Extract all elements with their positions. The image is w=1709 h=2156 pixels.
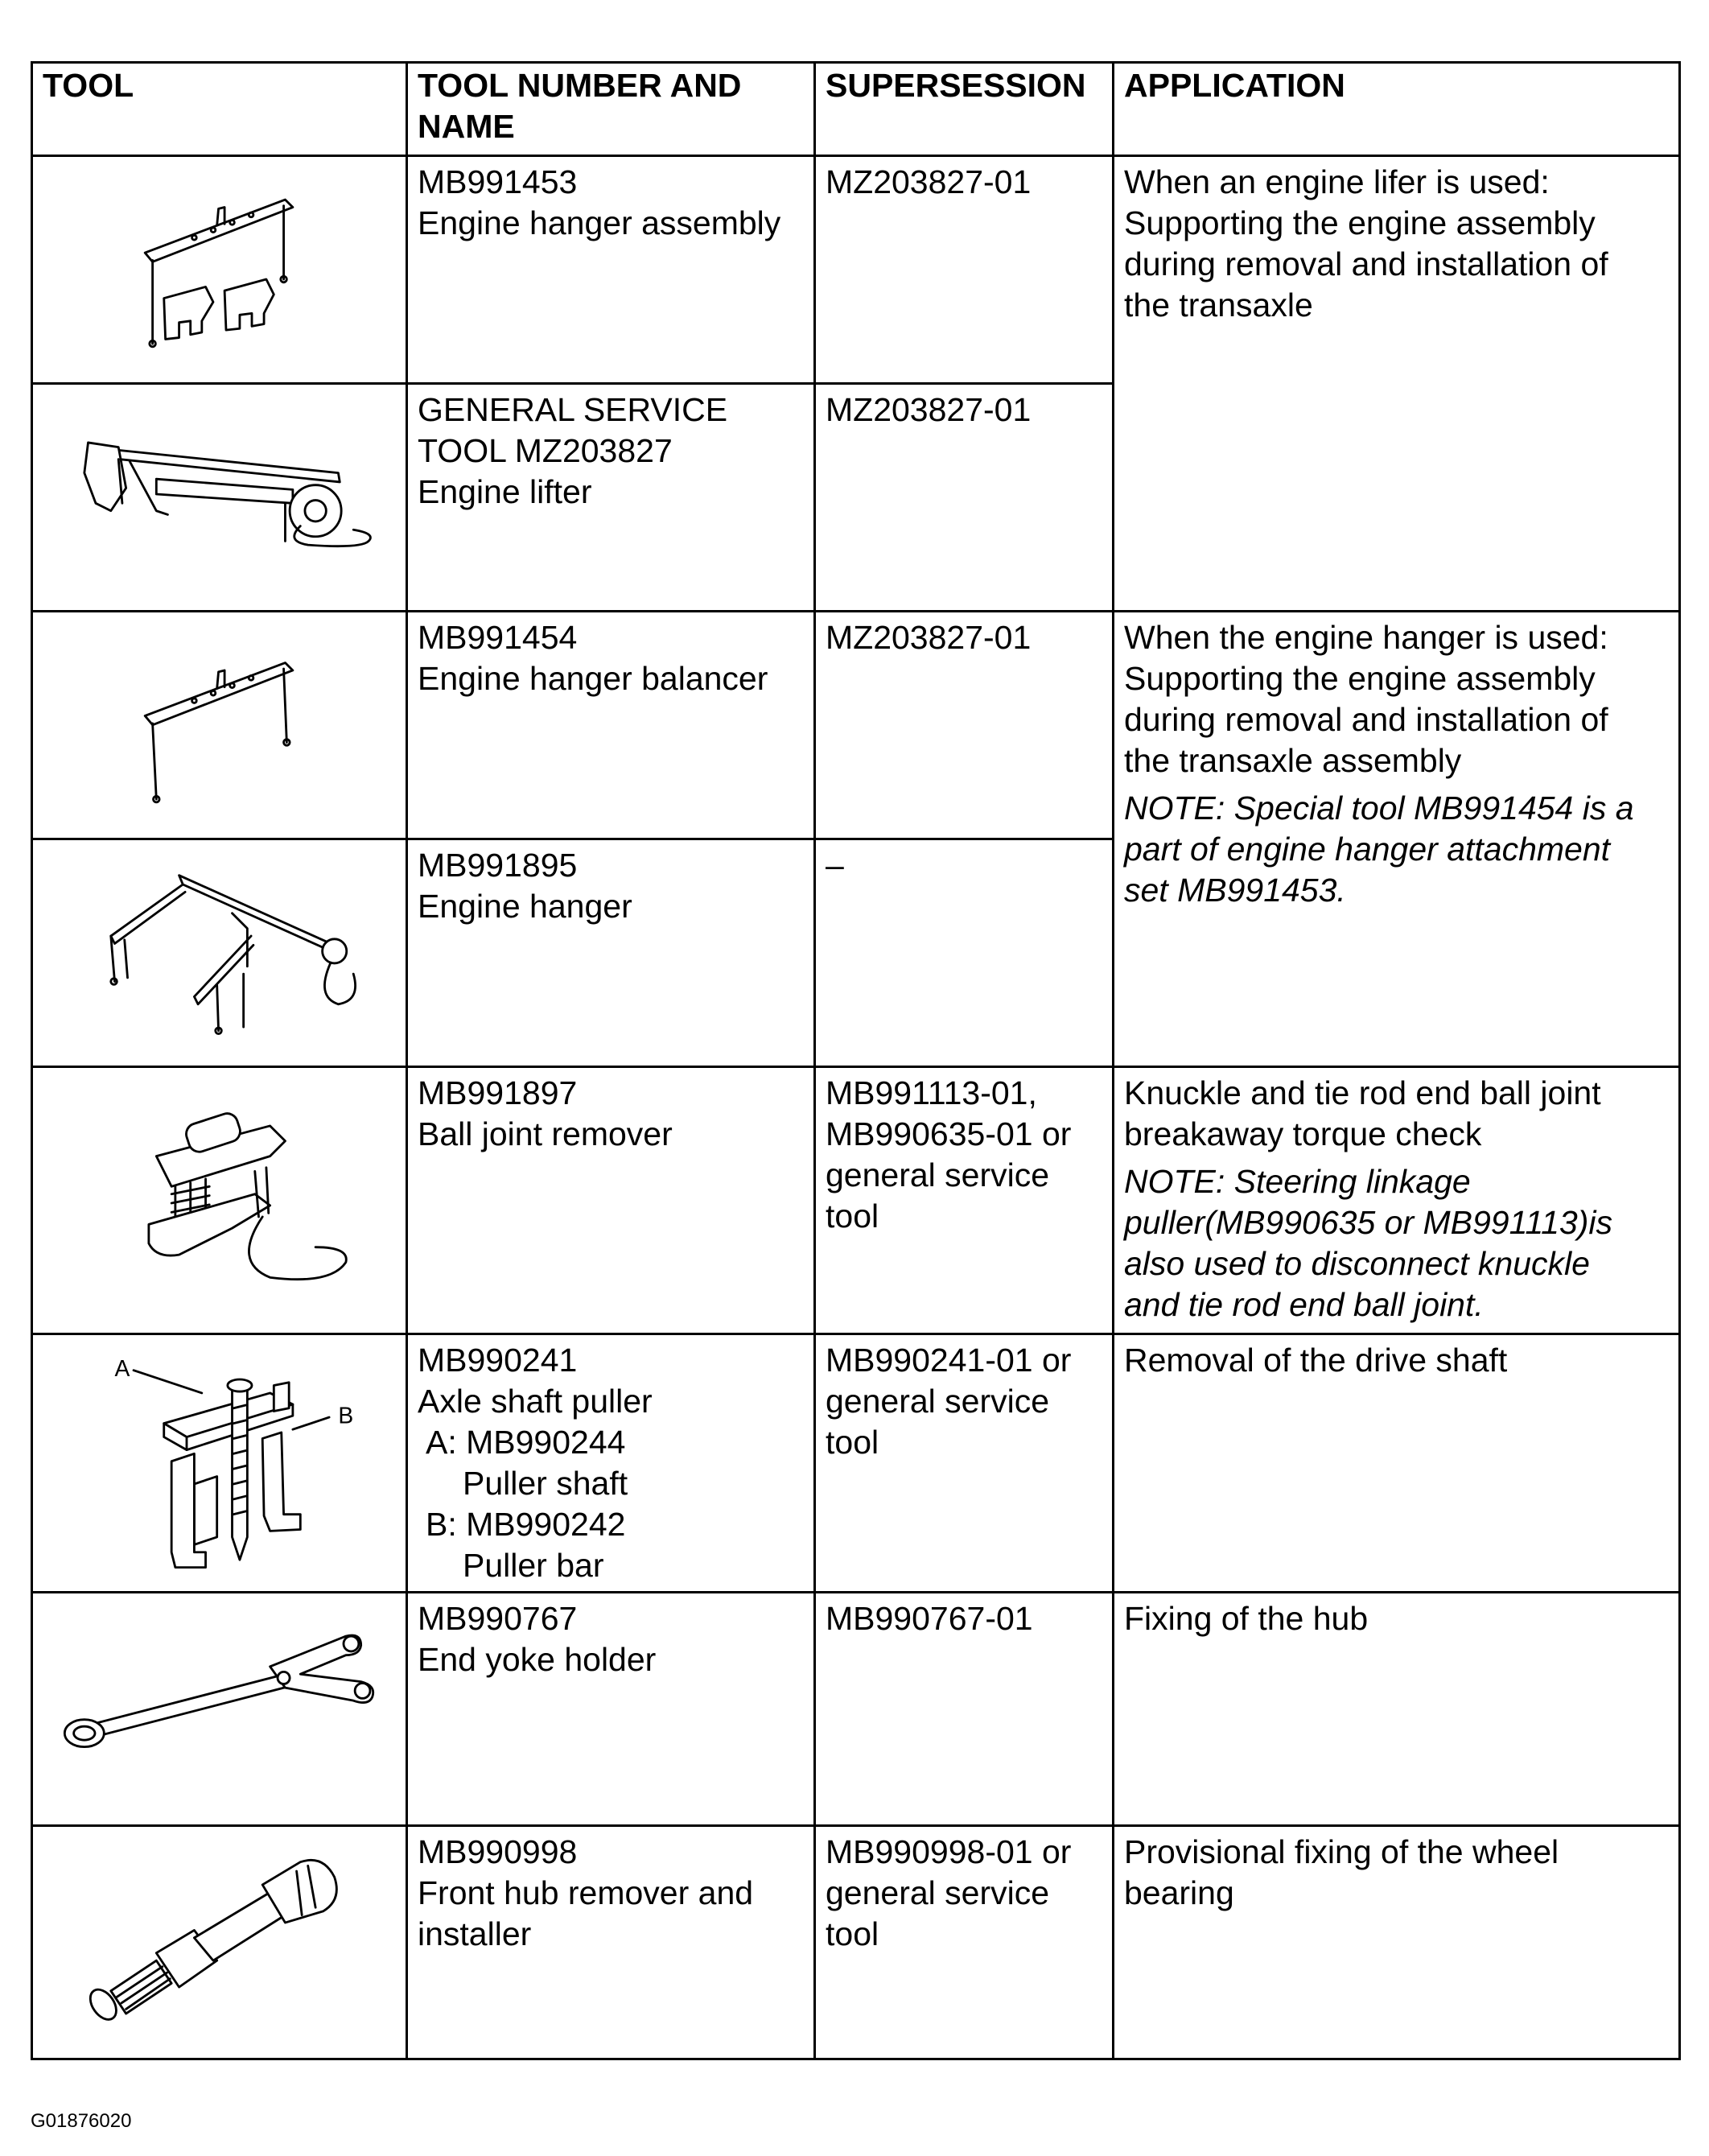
tool-number-cell [407,384,815,612]
table-row [32,1826,1680,2059]
tool-number-cell [407,1067,815,1334]
front-hub-remover-installer-icon [43,1832,396,2051]
note-line: set MB991453. [1124,872,1346,909]
application-line: breakaway torque check [1124,1115,1482,1152]
tool-illustration-cell [32,839,407,1067]
supersession-line: tool [826,1424,879,1461]
application-cell [1114,1334,1680,1593]
component-name: Puller bar [463,1547,604,1584]
special-tools-table [31,61,1681,2060]
tool-number-cell [407,612,815,839]
header-row [32,63,1680,156]
tool-number: MB990241 [418,1342,578,1379]
tool-name: Front hub remover and [418,1874,754,1911]
note-line: NOTE: Steering linkage [1124,1163,1471,1200]
supersession-cell [815,1826,1114,2059]
note-line: part of engine hanger attachment [1124,831,1611,868]
tool-illustration-cell [32,156,407,384]
tool-illustration-cell [32,1067,407,1334]
tool-number-cell [407,1334,815,1593]
supersession-cell [815,1334,1114,1593]
axle-shaft-puller-icon [43,1340,396,1582]
engine-hanger-icon [43,845,396,1060]
table-row [32,1593,1680,1826]
tool-illustration-cell [32,612,407,839]
tool-name: End yoke holder [418,1641,657,1678]
application-line: the transaxle assembly [1124,742,1462,779]
tool-number: MB990767 [418,1600,578,1637]
tool-number: MB991453 [418,163,578,200]
application-line: Provisional fixing of the wheel [1124,1833,1559,1870]
supersession-line: general service [826,1874,1050,1911]
header-tool-number-and-name: TOOL NUMBER AND NAME [407,63,815,156]
tool-number: MB990998 [418,1833,578,1870]
application-note [1124,1161,1669,1325]
application-line: When an engine lifer is used: [1124,163,1550,200]
application-line: during removal and installation of [1124,245,1608,282]
tool-number-cell [407,839,815,1067]
tool-name: Engine hanger assembly [418,204,781,241]
tool-illustration-cell [32,1334,407,1593]
tool-illustration-cell [32,384,407,612]
header-supersession: SUPERSESSION [815,63,1114,156]
callout-a: A [114,1355,130,1382]
table-row [32,612,1680,839]
tool-number: GENERAL SERVICE [418,391,728,428]
supersession-line: MZ203827-01 [826,391,1032,428]
end-yoke-holder-icon [43,1598,396,1818]
application-line: Knuckle and tie rod end ball joint [1124,1074,1601,1111]
supersession-line: MB990998-01 or [826,1833,1072,1870]
supersession-line: – [826,847,844,884]
note-line: and tie rod end ball joint. [1124,1286,1484,1323]
ball-joint-remover-icon [43,1073,396,1325]
table-row [32,1067,1680,1334]
supersession-line: MB990767-01 [826,1600,1033,1637]
application-line: Supporting the engine assembly [1124,660,1596,697]
callout-b: B [338,1402,354,1428]
application-line: Fixing of the hub [1124,1600,1369,1637]
application-cell [1114,1593,1680,1826]
tool-illustration-cell [32,1826,407,2059]
component-number: B: MB990242 [426,1506,626,1543]
application-cell [1114,1067,1680,1334]
application-cell [1114,1826,1680,2059]
application-line: during removal and installation of [1124,701,1608,738]
table-row [32,1334,1680,1593]
supersession-cell [815,839,1114,1067]
note-line: NOTE: Special tool MB991454 is a [1124,789,1634,827]
tool-illustration-cell [32,1593,407,1826]
note-line: puller(MB990635 or MB991113)is [1124,1204,1612,1241]
header-tool: TOOL [32,63,407,156]
application-line: When the engine hanger is used: [1124,619,1608,656]
component-number: A: MB990244 [426,1424,626,1461]
tool-name: Ball joint remover [418,1115,673,1152]
application-line: Supporting the engine assembly [1124,204,1596,241]
tool-name: Axle shaft puller [418,1383,653,1420]
tool-number-cell [407,1593,815,1826]
supersession-line: MB991113-01, [826,1074,1037,1111]
supersession-line: MB990635-01 or [826,1115,1072,1152]
engine-hanger-balancer-icon [43,617,396,832]
application-line: bearing [1124,1874,1234,1911]
table-row [32,156,1680,384]
engine-lifter-icon [43,390,396,604]
tool-number-cell [407,1826,815,2059]
supersession-line: MZ203827-01 [826,619,1032,656]
tool-name: Engine hanger balancer [418,660,768,697]
component-name: Puller shaft [463,1465,628,1502]
figure-id: G01876020 [31,2110,132,2132]
application-line: the transaxle [1124,287,1313,324]
supersession-cell [815,156,1114,384]
header-application: APPLICATION [1114,63,1680,156]
tool-name: installer [418,1915,532,1952]
supersession-line: general service [826,1383,1050,1420]
tool-number: MB991895 [418,847,578,884]
supersession-cell [815,384,1114,612]
supersession-line: general service [826,1156,1050,1193]
application-line: Removal of the drive shaft [1124,1342,1508,1379]
supersession-line: tool [826,1198,879,1235]
note-line: also used to disconnect knuckle [1124,1245,1590,1282]
tool-name: Engine lifter [418,473,592,510]
tool-number-cell [407,156,815,384]
tool-number: MB991897 [418,1074,578,1111]
supersession-line: MB990241-01 or [826,1342,1072,1379]
engine-hanger-assembly-icon [43,162,396,377]
tool-number: MB991454 [418,619,578,656]
application-cell [1114,612,1680,1067]
supersession-line: tool [826,1915,879,1952]
supersession-line: MZ203827-01 [826,163,1032,200]
tool-name: Engine hanger [418,888,632,925]
supersession-cell [815,612,1114,839]
application-note [1124,788,1669,911]
supersession-cell [815,1067,1114,1334]
application-cell [1114,156,1680,612]
supersession-cell [815,1593,1114,1826]
tool-number: TOOL MZ203827 [418,432,673,469]
